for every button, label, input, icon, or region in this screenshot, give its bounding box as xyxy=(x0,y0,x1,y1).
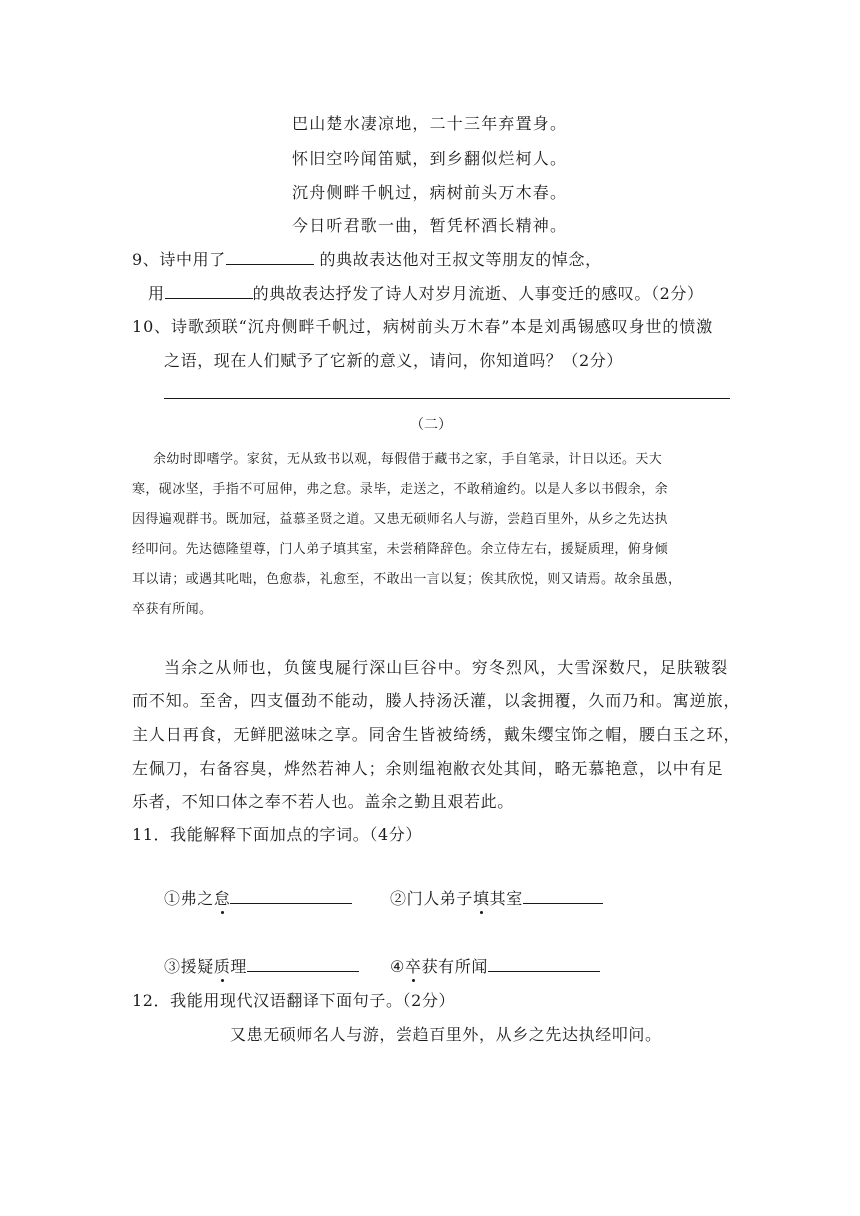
item-2-text-post: 其室 xyxy=(489,889,523,908)
question-10-line-2: 之语，现在人们赋予了它新的意义，请问，你知道吗？（2分） xyxy=(164,351,623,370)
passage-1-line-1: 余幼时即嗜学。家贫，无从致书以观，每假借于藏书之家，手自笔录，计日以还。天大 xyxy=(153,452,663,467)
question-11-item-4 xyxy=(390,954,600,977)
question-11-title: 11．我能解释下面加点的字词。（4分） xyxy=(132,825,422,844)
item-3-text-post: 理 xyxy=(230,957,248,976)
item-4-text-post: 获有所闻 xyxy=(421,957,488,976)
answer-blank-9a[interactable] xyxy=(226,248,314,265)
passage-2-line-5: 乐者，不知口体之奉不若人也。盖余之勤且艰若此。 xyxy=(132,792,514,811)
item-1-text: ①弗之 xyxy=(164,889,214,908)
answer-line-10[interactable] xyxy=(164,398,730,399)
dotted-char-2: 填 xyxy=(473,886,490,909)
section-heading: （二） xyxy=(410,417,452,433)
dotted-char-1: 怠 xyxy=(214,886,231,909)
question-12-sentence: 又患无硕师名人与游，尝趋百里外，从乡之先达执经叩问。 xyxy=(230,1025,662,1044)
item-4-text: ④ xyxy=(390,957,405,976)
poem-line-4: 今日听君歌一曲，暂凭杯酒长精神。 xyxy=(292,216,568,235)
passage-1-line-4: 经叩问。先达德隆望尊，门人弟子填其室，未尝稍降辞色。余立侍左右，援疑质理，俯身倾 xyxy=(132,542,669,557)
answer-blank-11-2[interactable] xyxy=(523,887,603,904)
poem-line-1: 巴山楚水凄凉地，二十三年弃置身。 xyxy=(292,114,568,133)
question-9-line-2 xyxy=(148,281,704,304)
item-2-text: ②门人弟子 xyxy=(390,889,474,908)
passage-1-line-2: 寒，砚冰坚，手指不可屈伸，弗之怠。录毕，走送之，不敢稍逾约。以是人多以书假余，余 xyxy=(132,482,669,497)
passage-2-line-3: 主人日再食，无鲜肥滋味之享。同舍生皆被绮绣，戴朱缨宝饰之帽，腰白玉之环， xyxy=(132,725,741,744)
dotted-char-3: 质 xyxy=(214,954,231,977)
passage-1-line-3: 因得遍观群书。既加冠，益慕圣贤之道。又患无硕师名人与游，尝趋百里外，从乡之先达执 xyxy=(132,512,669,527)
question-11-item-3 xyxy=(164,954,359,977)
question-9-text-d: 的典故表达抒发了诗人对岁月流逝、人事变迁的感叹。（2分） xyxy=(252,284,704,303)
question-12-title: 12．我能用现代汉语翻译下面句子。（2分） xyxy=(132,991,456,1010)
question-9-line-1 xyxy=(132,247,602,270)
question-10-line-1: 10、诗歌颈联“沉舟侧畔千帆过，病树前头万木春”本是刘禹锡感叹身世的愤激 xyxy=(132,317,714,336)
passage-2-line-1: 当余之从师也，负箧曳屣行深山巨谷中。穷冬烈风，大雪深数尺，足肤皲裂 xyxy=(164,658,729,677)
poem-line-3: 沉舟侧畔千帆过，病树前头万木春。 xyxy=(292,183,568,202)
question-9-text-a: 9、诗中用了 xyxy=(132,250,226,269)
question-11-item-2 xyxy=(390,886,603,909)
passage-2-line-4: 左佩刀，右备容臭，烨然若神人；余则缊袍敝衣处其间，略无慕艳意，以中有足 xyxy=(132,759,724,778)
answer-blank-9b[interactable] xyxy=(165,282,253,299)
item-3-text: ③援疑 xyxy=(164,957,214,976)
question-9-text-c: 用 xyxy=(148,284,165,303)
question-11-item-1 xyxy=(164,886,352,909)
answer-blank-11-3[interactable] xyxy=(247,955,359,972)
passage-1-line-6: 卒获有所闻。 xyxy=(132,602,213,617)
poem-line-2: 怀旧空吟闻笛赋，到乡翻似烂柯人。 xyxy=(292,149,568,168)
answer-blank-11-1[interactable] xyxy=(230,887,352,904)
dotted-char-4: 卒 xyxy=(405,954,422,977)
passage-2-line-2: 而不知。至舍，四支僵劲不能动，媵人持汤沃灌，以衾拥覆，久而乃和。寓逆旅， xyxy=(132,691,741,710)
answer-blank-11-4[interactable] xyxy=(488,955,600,972)
passage-1-line-5: 耳以请；或遇其叱咄，色愈恭，礼愈至，不敢出一言以复；俟其欣悦，则又请焉。故余虽愚， xyxy=(132,572,682,587)
question-9-text-b: 的典故表达他对王叔文等朋友的悼念， xyxy=(313,250,602,269)
